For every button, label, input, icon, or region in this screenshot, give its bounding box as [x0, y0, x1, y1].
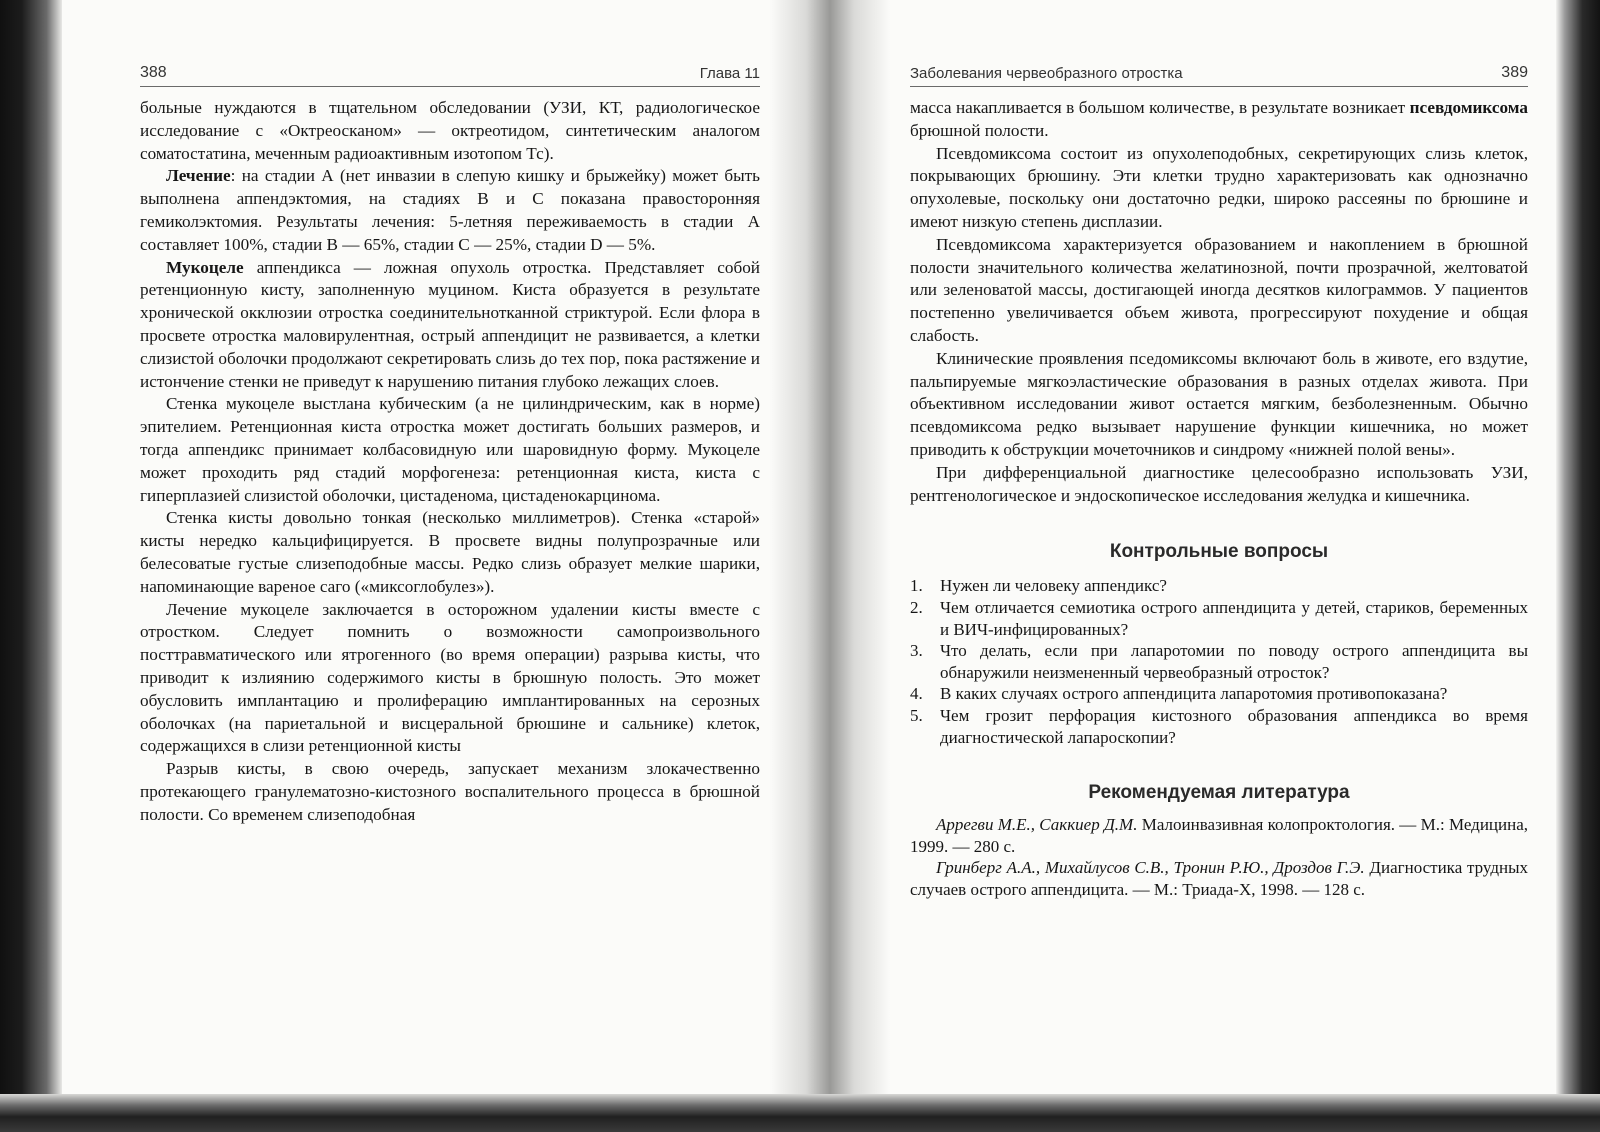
left-page-number: 388 [140, 64, 167, 81]
references-list [910, 814, 1528, 900]
questions-heading: Контрольные вопросы [1109, 541, 1329, 563]
question-item: 5. Чем грозит перфорация кистозного образования аппендикса во время диагностической лапароскопии? [910, 705, 1528, 747]
question-item: 2. Чем отличается семиотика острого аппендицита у детей, стариков, беременных и ВИЧ-инфицированных? [910, 597, 1528, 639]
question-item: 4. В каких случаях острого аппендицита лапаротомия противопоказана? [910, 684, 1448, 704]
literature-heading: Рекомендуемая литература [1088, 782, 1350, 804]
right-running-head [910, 62, 1528, 87]
left-running-head [140, 62, 760, 87]
paragraph: Разрыв кисты, в свою очередь, запускает механизм злокачественно протекающего гранулематозно-кистозного воспалительного процесса в брюшной полости. Со временем слизеподобная [140, 759, 760, 824]
left-body-text [140, 97, 760, 827]
paragraph: При дифференциальной диагностике целесообразно использовать УЗИ, рентгенологическое и эндоскопическое исследования желудка и кишечника. [910, 462, 1528, 505]
paragraph: Клинические проявления пседомиксомы включают боль в животе, его вздутие, пальпируемые мягкоэластические образования в разных отделах живота. При объективном исследовании живот остается мягким, безболезненным. Обычно псевдомиксома редко вызывает нарушение функции кишечника, но может приводить к обструкции мочеточников и синдрому «нижней полой вены». [910, 348, 1528, 459]
right-body-text [910, 97, 1528, 507]
reference-item: Гринберг А.А., Михайлусов С.В., Тронин Р.Ю., Дроздов Г.Э. Диагностика трудных случаев острого аппендицита. — М.: Триада-Х, 1998. — 128 с. [910, 858, 1528, 899]
question-item: 1. Нужен ли человеку аппендикс? [910, 576, 1167, 596]
left-chapter-title: Глава 11 [699, 65, 760, 82]
questions-list [910, 575, 1528, 748]
book-gutter [770, 0, 890, 1100]
scan-edge-left [0, 0, 62, 1132]
scan-edge-right [1556, 0, 1600, 1132]
right-page-number: 389 [1501, 64, 1528, 81]
paragraph: больные нуждаются в тщательном обследовании (УЗИ, КТ, радиологическое исследование с «Октреосканом» — октреотидом, синтетическим аналогом соматостатина, меченным радиоактивным изотопом Тс). [140, 98, 760, 163]
right-page [910, 62, 1528, 900]
paragraph: масса накапливается в большом количестве, в результате возникает псевдомиксома брюшной полости. [910, 98, 1528, 140]
paragraph: Псевдомиксома состоит из опухолеподобных, секретирующих слизь клеток, покрывающих брюшину. Эти клетки трудно характеризовать как однозначно опухолевые, поскольку они достаточно редки, широко рассеяны по брюшине и имеют низкую степень дисплазии. [910, 143, 1528, 231]
paragraph: Лечение мукоцеле заключается в осторожном удалении кисты вместе с отростком. Следует помнить о возможности самопроизвольного посттравматического или ятрогенного (во время операции) разрыва кисты, что приводит к излиянию содержимого кисты в брюшную полость. Это может обусловить имплантацию и пролиферацию имплантированных на серозных оболочках (на париетальной и висцеральной брюшине и сальнике) клеток, содержащихся в слизи ретенционной кисты [140, 599, 760, 756]
paragraph: Стенка мукоцеле выстлана кубическим (а не цилиндрическим, как в норме) эпителием. Ретенционная киста отростка может достигать больших размеров, и тогда аппендикс принимает колбасовидную или шаровидную форму. Мукоцеле может проходить ряд стадий морфогенеза: ретенционная киста, киста с гиперплазией слизистой оболочки, цистаденома, цистаденокарцинома. [140, 394, 760, 505]
question-item: 3. Что делать, если при лапаротомии по поводу острого аппендицита вы обнаружили неизмененный червеобразный отросток? [910, 641, 1528, 682]
left-page [140, 62, 760, 827]
paragraph: Лечение: на стадии А (нет инвазии в слепую кишку и брыжейку) может быть выполнена аппендэктомия, на стадиях В и С показана правосторонняя гемиколэктомия. Результаты лечения: 5-летняя переживаемость в стадии А составляет 100%, стадии В — 65%, стадии С — 25%, стадии D — 5%. [140, 166, 760, 254]
reference-item: Аррегви М.Е., Саккиер Д.М. Малоинвазивная колопроктология. — М.: Медицина, 1999. — 280 с. [910, 815, 1528, 856]
right-chapter-title: Заболевания червеобразного отростка [910, 65, 1183, 82]
scan-edge-bottom [0, 1094, 1600, 1132]
paragraph: Мукоцеле аппендикса — ложная опухоль отростка. Представляет собой ретенционную кисту, заполненную муцином. Киста образуется в результате хронической окклюзии отростка соединительнотканной стриктурой. Если флора в просвете отростка маловирулентная, острый аппендицит не развивается, а клетки слизистой оболочки продолжают секретировать слизь до тех пор, пока растяжение и истончение стенки не приведут к нарушению питания глубоко лежащих слоев. [140, 257, 760, 391]
paragraph: Псевдомиксома характеризуется образованием и накоплением в брюшной полости значительного количества желатинозной, почти прозрачной, желтоватой или зеленоватой массы, достигающей иногда десятков килограммов. У пациентов постепенно увеличивается объем живота, прогрессируют похудение и общая слабость. [910, 234, 1528, 345]
paragraph: Стенка кисты довольно тонкая (несколько миллиметров). Стенка «старой» кисты нередко кальцифицируется. В просвете видны полупрозрачные или белесоватые густые слизеподобные массы. Редко слизь образует мелкие шарики, напоминающие вареное саго («миксоглобулез»). [140, 508, 760, 596]
